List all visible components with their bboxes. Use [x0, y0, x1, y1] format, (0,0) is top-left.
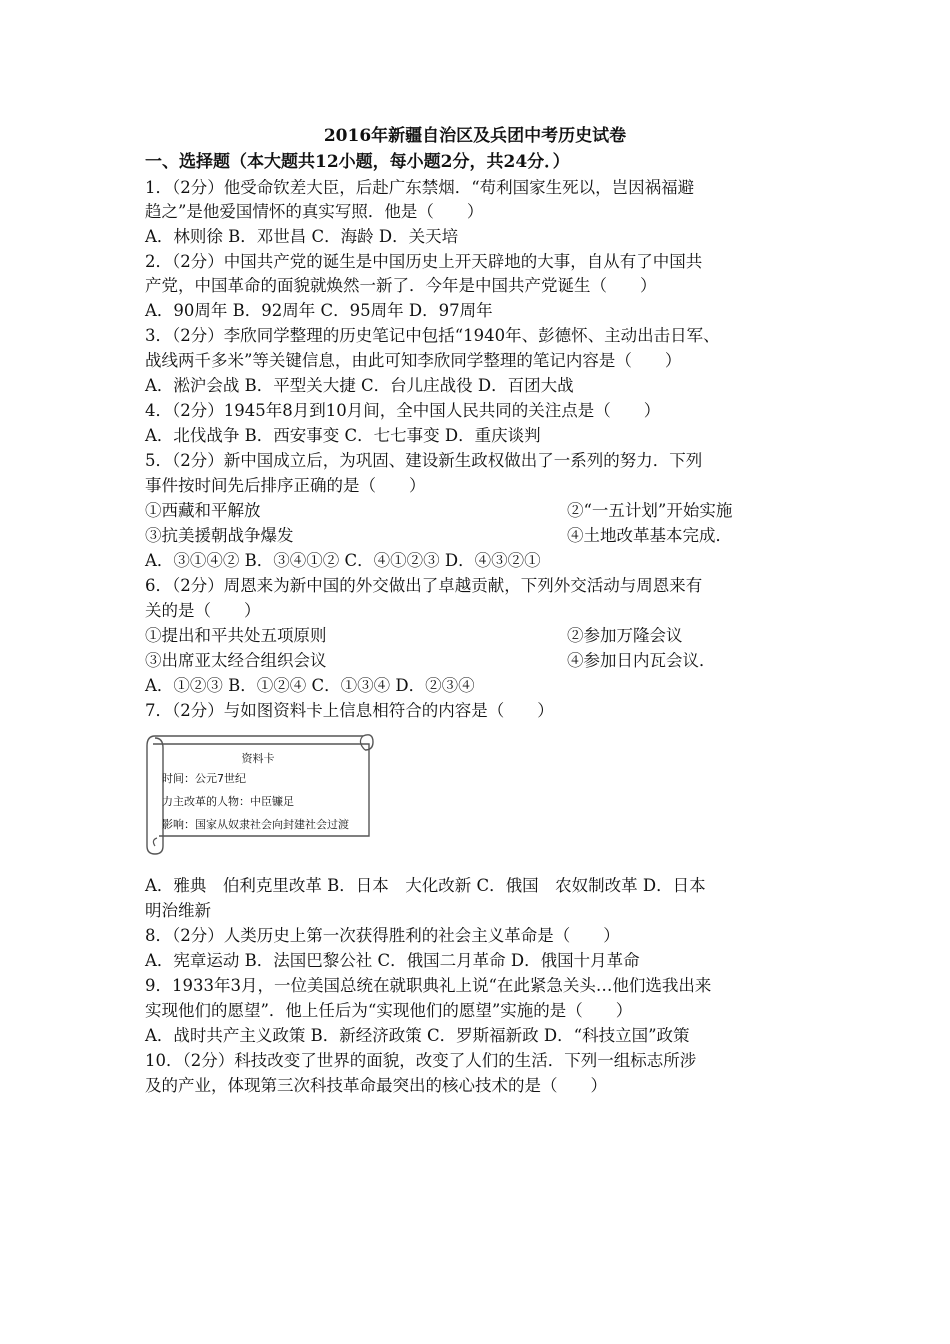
page-title: 2016年新疆自治区及兵团中考历史试卷	[323, 126, 627, 146]
q7-line: 7．（2分）与如图资料卡上信息相符合的内容是（ ）	[145, 701, 554, 720]
q1-answer: A．林则徐 B．邓世昌 C．海龄 D．关天培	[145, 227, 459, 246]
q5-option-3: ③抗美援朝战争爆发	[145, 526, 294, 545]
section-heading: 一、选择题（本大题共12小题，每小题2分，共24分．）	[145, 152, 570, 172]
q6-option-2: ②参加万隆会议	[567, 626, 683, 645]
q6-option-1: ①提出和平共处五项原则	[145, 626, 327, 645]
q6-answer: A．①②③ B．①②④ C．①③④ D．②③④	[145, 676, 475, 695]
q7-answer-2: 明治维新	[145, 901, 211, 920]
q6-option-3: ③出席亚太经合组织会议	[145, 651, 327, 670]
card-line-time: 时间：公元7世纪	[162, 772, 246, 785]
q10-line-2: 及的产业，体现第三次科技革命最突出的核心技术的是（ ）	[145, 1076, 607, 1095]
q3-answer: A．淞沪会战 B．平型关大捷 C．台儿庄战役 D．百团大战	[145, 376, 574, 395]
q3-line-1: 3．（2分）李欣同学整理的历史笔记中包括“1940年、彭德怀、主动出击日军、	[145, 326, 720, 345]
card-line-person: 力主改革的人物：中臣镰足	[162, 795, 294, 808]
q10-line-1: 10．（2分）科技改变了世界的面貌，改变了人们的生活．下列一组标志所涉	[145, 1051, 697, 1070]
q5-line-2: 事件按时间先后排序正确的是（ ）	[145, 476, 426, 495]
q4-answer: A．北伐战争 B．西安事变 C．七七事变 D．重庆谈判	[145, 426, 541, 445]
q2-line-2: 产党，中国革命的面貌就焕然一新了．今年是中国共产党诞生（ ）	[145, 276, 657, 295]
q9-answer: A．战时共产主义政策 B．新经济政策 C．罗斯福新政 D．“科技立国”政策	[145, 1026, 690, 1045]
q5-option-1: ①西藏和平解放	[145, 501, 261, 520]
q4-line: 4．（2分）1945年8月到10月间，全中国人民共同的关注点是（ ）	[145, 401, 661, 420]
q5-option-4: ④土地改革基本完成．	[567, 526, 732, 545]
card-title: 资料卡	[241, 752, 275, 765]
q8-line: 8．（2分）人类历史上第一次获得胜利的社会主义革命是（ ）	[145, 926, 620, 945]
scroll-frame-icon	[143, 728, 375, 856]
q2-answer: A．90周年 B．92周年 C．95周年 D．97周年	[145, 301, 493, 320]
q7-answer-1: A．雅典 伯利克里改革 B．日本 大化改新 C．俄国 农奴制改革 D．日本	[145, 876, 706, 895]
q9-line-1: 9．1933年3月，一位美国总统在就职典礼上说“在此紧急关头…他们选我出来	[145, 976, 712, 995]
q2-line-1: 2．（2分）中国共产党的诞生是中国历史上开天辟地的大事，自从有了中国共	[145, 252, 703, 271]
q6-line-1: 6．（2分）周恩来为新中国的外交做出了卓越贡献，下列外交活动与周恩来有	[145, 576, 703, 595]
q5-option-2: ②“一五计划”开始实施	[567, 501, 733, 520]
q5-answer: A．③①④② B．③④①② C．④①②③ D．④③②①	[145, 551, 541, 570]
q5-line-1: 5．（2分）新中国成立后，为巩固、建设新生政权做出了一系列的努力．下列	[145, 451, 703, 470]
info-card-scroll	[143, 728, 375, 854]
q6-line-2: 关的是（ ）	[145, 601, 261, 620]
q3-line-2: 战线两千多米”等关键信息，由此可知李欣同学整理的笔记内容是（ ）	[145, 351, 682, 370]
card-line-impact: 影响：国家从奴隶社会向封建社会过渡	[162, 818, 349, 831]
q6-option-4: ④参加日内瓦会议．	[567, 651, 716, 670]
q8-answer: A．宪章运动 B．法国巴黎公社 C．俄国二月革命 D．俄国十月革命	[145, 951, 640, 970]
q1-line-2: 趋之”是他爱国情怀的真实写照．他是（ ）	[145, 202, 484, 221]
q1-line-1: 1．（2分）他受命钦差大臣，后赴广东禁烟．“苟利国家生死以，岂因祸福避	[145, 178, 695, 197]
q9-line-2: 实现他们的愿望”．他上任后为“实现他们的愿望”实施的是（ ）	[145, 1001, 633, 1020]
